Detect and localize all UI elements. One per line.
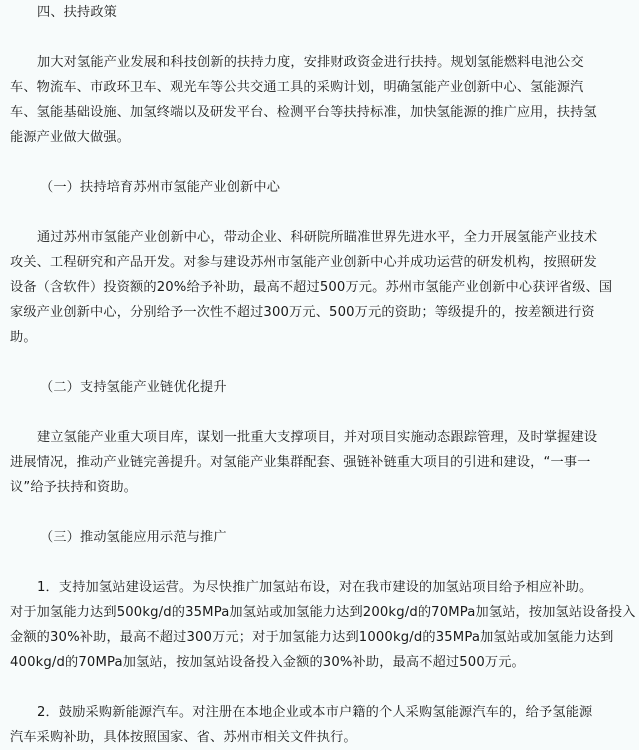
intro-paragraph [10,50,629,150]
paragraph-line: 攻关、工程研究和产品开发。对参与建设苏州市氢能产业创新中心并成功运营的研发机构，按照研发 [10,255,597,270]
subsection-1-paragraph [10,225,629,350]
paragraph-line: 车、物流车、市政环卫车、观光车等公共交通工具的采购计划，明确氢能产业创新中心、氢能源汽 [10,80,584,95]
spacer [10,25,629,50]
spacer [10,550,629,575]
subsection-title-1: （一）扶持培育苏州市氢能产业创新中心 [40,180,281,195]
paragraph-line: 金额的30%补助，最高不超过300万元；对于加氢能力达到1000kg/d的35MPa加氢站或加氢能力达到 [10,630,614,645]
section-title: 四、扶持政策 [37,5,118,20]
subsection-title-3: （三）推动氢能应用示范与推广 [40,530,227,545]
paragraph-line: 2．鼓励采购新能源汽车。对注册在本地企业或本市户籍的个人采购氢能源汽车的，给予氢能源 [37,705,593,720]
spacer [10,675,629,700]
spacer [10,200,629,225]
paragraph-line: 通过苏州市氢能产业创新中心，带动企业、科研院所瞄准世界先进水平，全力开展氢能产业技术 [37,230,598,245]
paragraph-line: 对于加氢能力达到500kg/d的35MPa加氢站或加氢能力达到200kg/d的70MPa加氢站，按加氢站设备投入 [10,605,636,620]
subsection-3-item-2 [10,700,629,750]
paragraph-line: 建立氢能产业重大项目库，谋划一批重大支撑项目，并对项目实施动态跟踪管理，及时掌握建设 [37,430,598,445]
paragraph-line: 设备（含软件）投资额的20%给予补助，最高不超过500万元。苏州市氢能产业创新中心获评省级、国 [10,280,613,295]
paragraph-line: 加大对氢能产业发展和科技创新的扶持力度，安排财政资金进行扶持。规划氢能燃料电池公交 [37,55,584,70]
paragraph-line: 汽车采购补助，具体按照国家、省、苏州市相关文件执行。 [10,730,357,745]
subsection-3-item-1 [10,575,636,675]
spacer [10,150,629,175]
spacer [10,350,629,375]
spacer [10,500,629,525]
paragraph-line: 进展情况，推动产业链完善提升。对氢能产业集群配套、强链补链重大项目的引进和建设，“一事一 [10,455,591,470]
spacer [10,400,629,425]
paragraph-line: 400kg/d的70MPa加氢站，按加氢站设备投入金额的30%补助，最高不超过500万元。 [10,655,525,670]
paragraph-line: 助。 [10,330,37,345]
subsection-title-2: （二）支持氢能产业链优化提升 [40,380,227,395]
paragraph-line: 家级产业创新中心，分别给予一次性不超过300万元、500万元的资助；等级提升的，按差额进行资 [10,305,595,320]
paragraph-line: 能源产业做大做强。 [10,130,131,145]
paragraph-line: 1．支持加氢站建设运营。为尽快推广加氢站布设，对在我市建设的加氢站项目给予相应补助。 [37,580,593,595]
paragraph-line: 车、氢能基础设施、加氢终端以及研发平台、检测平台等扶持标准，加快氢能源的推广应用，扶持氢 [10,105,597,120]
paragraph-line: 议”给予扶持和资助。 [10,480,138,495]
subsection-2-paragraph [10,425,629,500]
